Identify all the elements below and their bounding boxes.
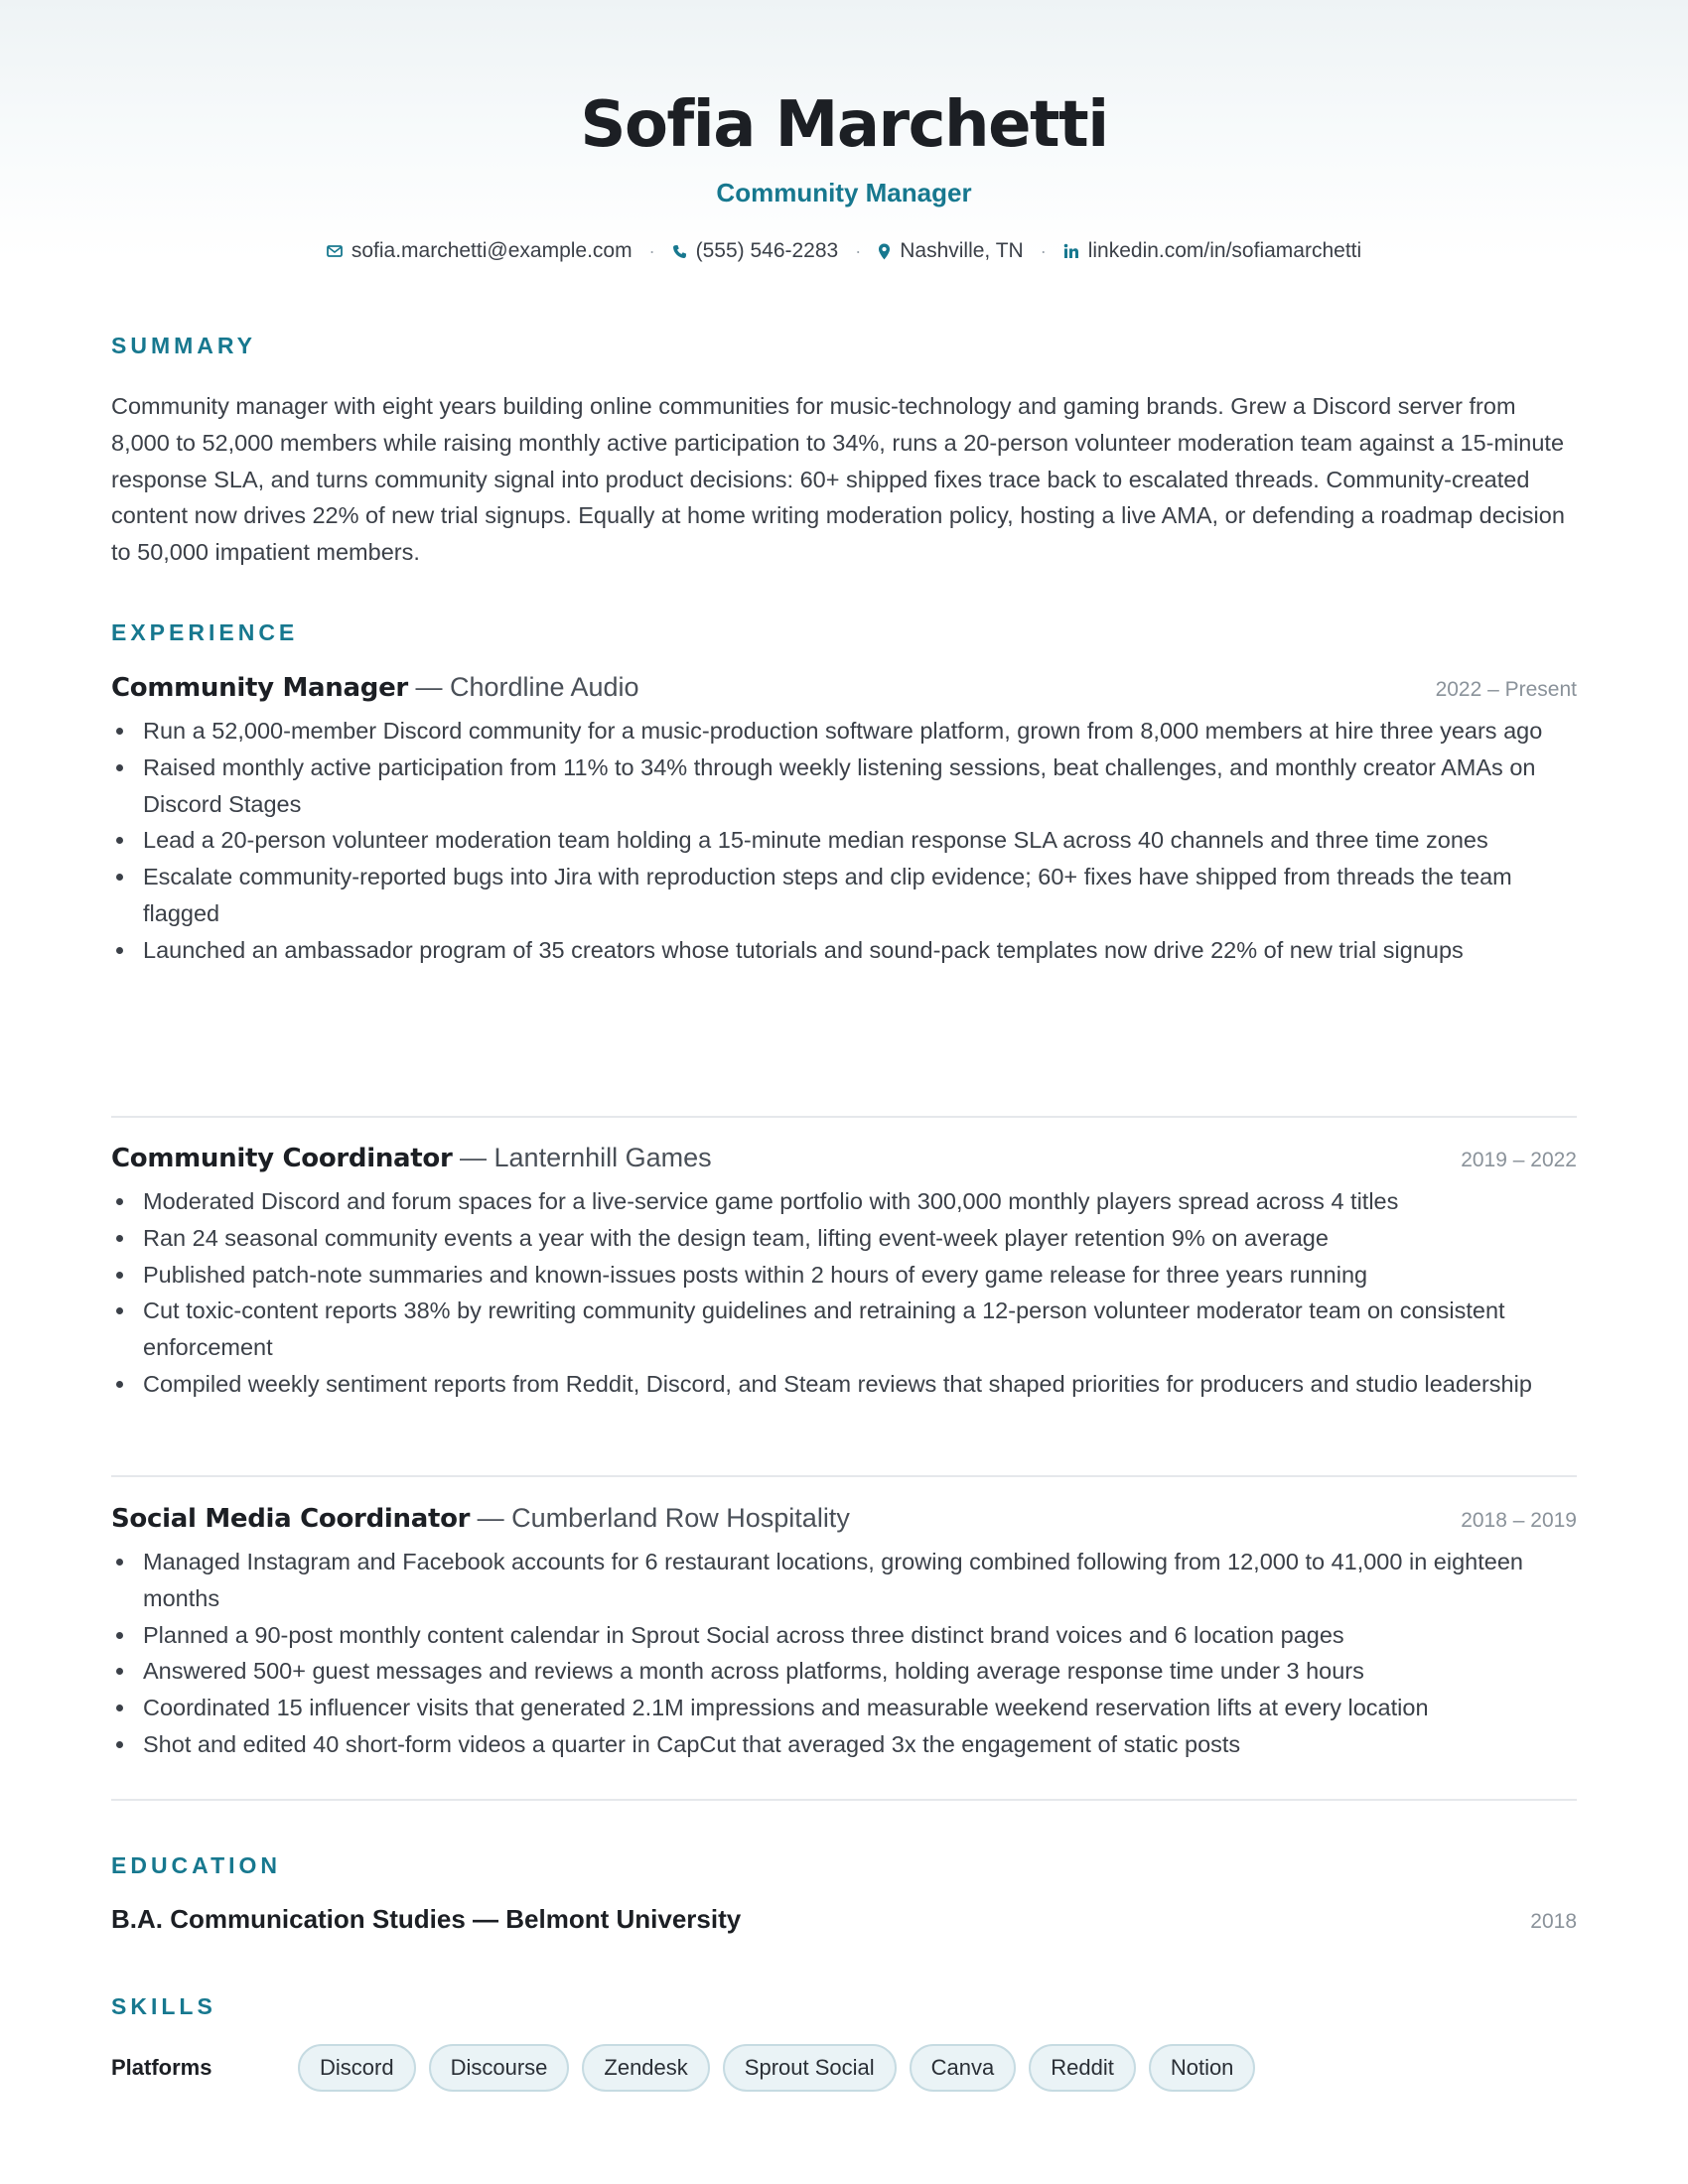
contact-phone[interactable] — [672, 236, 839, 266]
experience-heading: EXPERIENCE — [111, 619, 299, 645]
job-dates: 2019 – 2022 — [1461, 1149, 1577, 1171]
skill-tag: Sprout Social — [723, 2044, 897, 2092]
email-text: sofia.marchetti@example.com — [351, 239, 633, 262]
contact-separator: · — [648, 241, 655, 261]
linkedin-icon — [1063, 243, 1079, 259]
skill-tag: Notion — [1149, 2044, 1256, 2092]
contact-location — [878, 236, 1023, 266]
location-pin-icon — [878, 243, 891, 260]
bullet-item: Ran 24 seasonal community events a year with the design team, lifting event-week player retention 9% on average — [111, 1220, 1577, 1257]
education-heading: EDUCATION — [111, 1852, 282, 1878]
bullet-item: Raised monthly active participation from 11% to 34% through weekly listening sessions, beat challenges, and monthly creator AMAs on Discord Stages — [111, 750, 1577, 823]
job-header — [111, 1503, 1577, 1534]
job-company: — Chordline Audio — [407, 672, 639, 702]
bullet-item: Moderated Discord and forum spaces for a live-service game portfolio with 300,000 monthly players spread across 4 titles — [111, 1183, 1577, 1220]
contact-separator: · — [1040, 241, 1047, 261]
job-company: — Cumberland Row Hospitality — [470, 1503, 850, 1533]
contact-line — [0, 236, 1688, 266]
job-header — [111, 672, 1577, 703]
job-bullets — [111, 1544, 1577, 1763]
bullet-item: Coordinated 15 influencer visits that generated 2.1M impressions and measurable weekend reservation lifts at every location — [111, 1690, 1577, 1726]
skills-row — [111, 2044, 1577, 2092]
job-company: — Lanternhill Games — [452, 1143, 712, 1172]
job-entry — [111, 672, 1577, 969]
contact-linkedin[interactable] — [1063, 236, 1361, 266]
bullet-item: Shot and edited 40 short-form videos a quarter in CapCut that averaged 3x the engagement of static posts — [111, 1726, 1577, 1763]
skill-tags — [298, 2044, 1268, 2092]
job-dates: 2022 – Present — [1435, 678, 1577, 701]
summary-heading: SUMMARY — [111, 333, 256, 358]
skills-heading: SKILLS — [111, 1993, 216, 2019]
contact-separator: · — [855, 241, 862, 261]
education-entry — [111, 1904, 1577, 1935]
bullet-item: Planned a 90-post monthly content calendar in Sprout Social across three distinct brand voices and 6 location pages — [111, 1617, 1577, 1654]
bullet-item: Cut toxic-content reports 38% by rewriting community guidelines and retraining a 12-person volunteer moderator team on consistent enforcement — [111, 1293, 1577, 1366]
job-divider — [111, 1116, 1577, 1118]
contact-email[interactable] — [327, 236, 633, 266]
phone-text: (555) 546-2283 — [695, 239, 839, 262]
education-degree: B.A. Communication Studies — Belmont University — [111, 1904, 742, 1934]
job-entry — [111, 1503, 1577, 1763]
bullet-item: Launched an ambassador program of 35 creators whose tutorials and sound-pack templates now drive 22% of new trial signups — [111, 932, 1577, 969]
job-bullets — [111, 1183, 1577, 1403]
bullet-item: Lead a 20-person volunteer moderation team holding a 15-minute median response SLA across 40 channels and three time zones — [111, 822, 1577, 859]
skill-tag: Zendesk — [582, 2044, 709, 2092]
bullet-item: Run a 52,000-member Discord community for a music-production software platform, grown from 8,000 members at hire three years ago — [111, 713, 1577, 750]
job-bullets — [111, 713, 1577, 969]
job-entry — [111, 1143, 1577, 1403]
linkedin-text: linkedin.com/in/sofiamarchetti — [1087, 239, 1362, 262]
bullet-item: Escalate community-reported bugs into Jira with reproduction steps and clip evidence; 60+ fixes have shipped from threads the team flagged — [111, 859, 1577, 932]
bullet-item: Managed Instagram and Facebook accounts for 6 restaurant locations, growing combined following from 12,000 to 41,000 in eighteen months — [111, 1544, 1577, 1617]
job-dates: 2018 – 2019 — [1461, 1509, 1577, 1532]
mail-icon — [327, 245, 343, 257]
job-role: Community Manager — [111, 673, 408, 703]
skill-tag: Reddit — [1029, 2044, 1136, 2092]
candidate-name: Sofia Marchetti — [580, 88, 1108, 162]
phone-icon — [672, 244, 687, 259]
skill-tag: Discourse — [429, 2044, 570, 2092]
education-year: 2018 — [1530, 1910, 1577, 1933]
summary-text: Community manager with eight years building online communities for music-technology and gaming brands. Grew a Discord server from 8,000 to 52,000 members while raising monthly active participation to 34%, runs a 20-person volunteer moderation team against a 15-minute response SLA, and turns community signal into product decisions: 60+ shipped fixes trace back to escalated threads. Community-created content now drives 22% of new trial signups. Equally at home writing moderation policy, hosting a live AMA, or defending a roadmap decision to 50,000 impatient members. — [111, 393, 1565, 566]
section-divider — [111, 1799, 1577, 1801]
skill-tag: Discord — [298, 2044, 416, 2092]
candidate-title: Community Manager — [716, 178, 972, 207]
bullet-item: Published patch-note summaries and known-issues posts within 2 hours of every game release for three years running — [111, 1257, 1577, 1294]
job-header — [111, 1143, 1577, 1173]
job-role: Social Media Coordinator — [111, 1504, 471, 1534]
resume-header — [0, 0, 1688, 266]
job-divider — [111, 1475, 1577, 1477]
job-role: Community Coordinator — [111, 1144, 453, 1173]
location-text: Nashville, TN — [900, 239, 1024, 262]
bullet-item: Answered 500+ guest messages and reviews a month across platforms, holding average response time under 3 hours — [111, 1653, 1577, 1690]
skill-category-label: Platforms — [111, 2055, 212, 2080]
bullet-item: Compiled weekly sentiment reports from Reddit, Discord, and Steam reviews that shaped priorities for producers and studio leadership — [111, 1366, 1577, 1403]
skill-tag: Canva — [910, 2044, 1017, 2092]
